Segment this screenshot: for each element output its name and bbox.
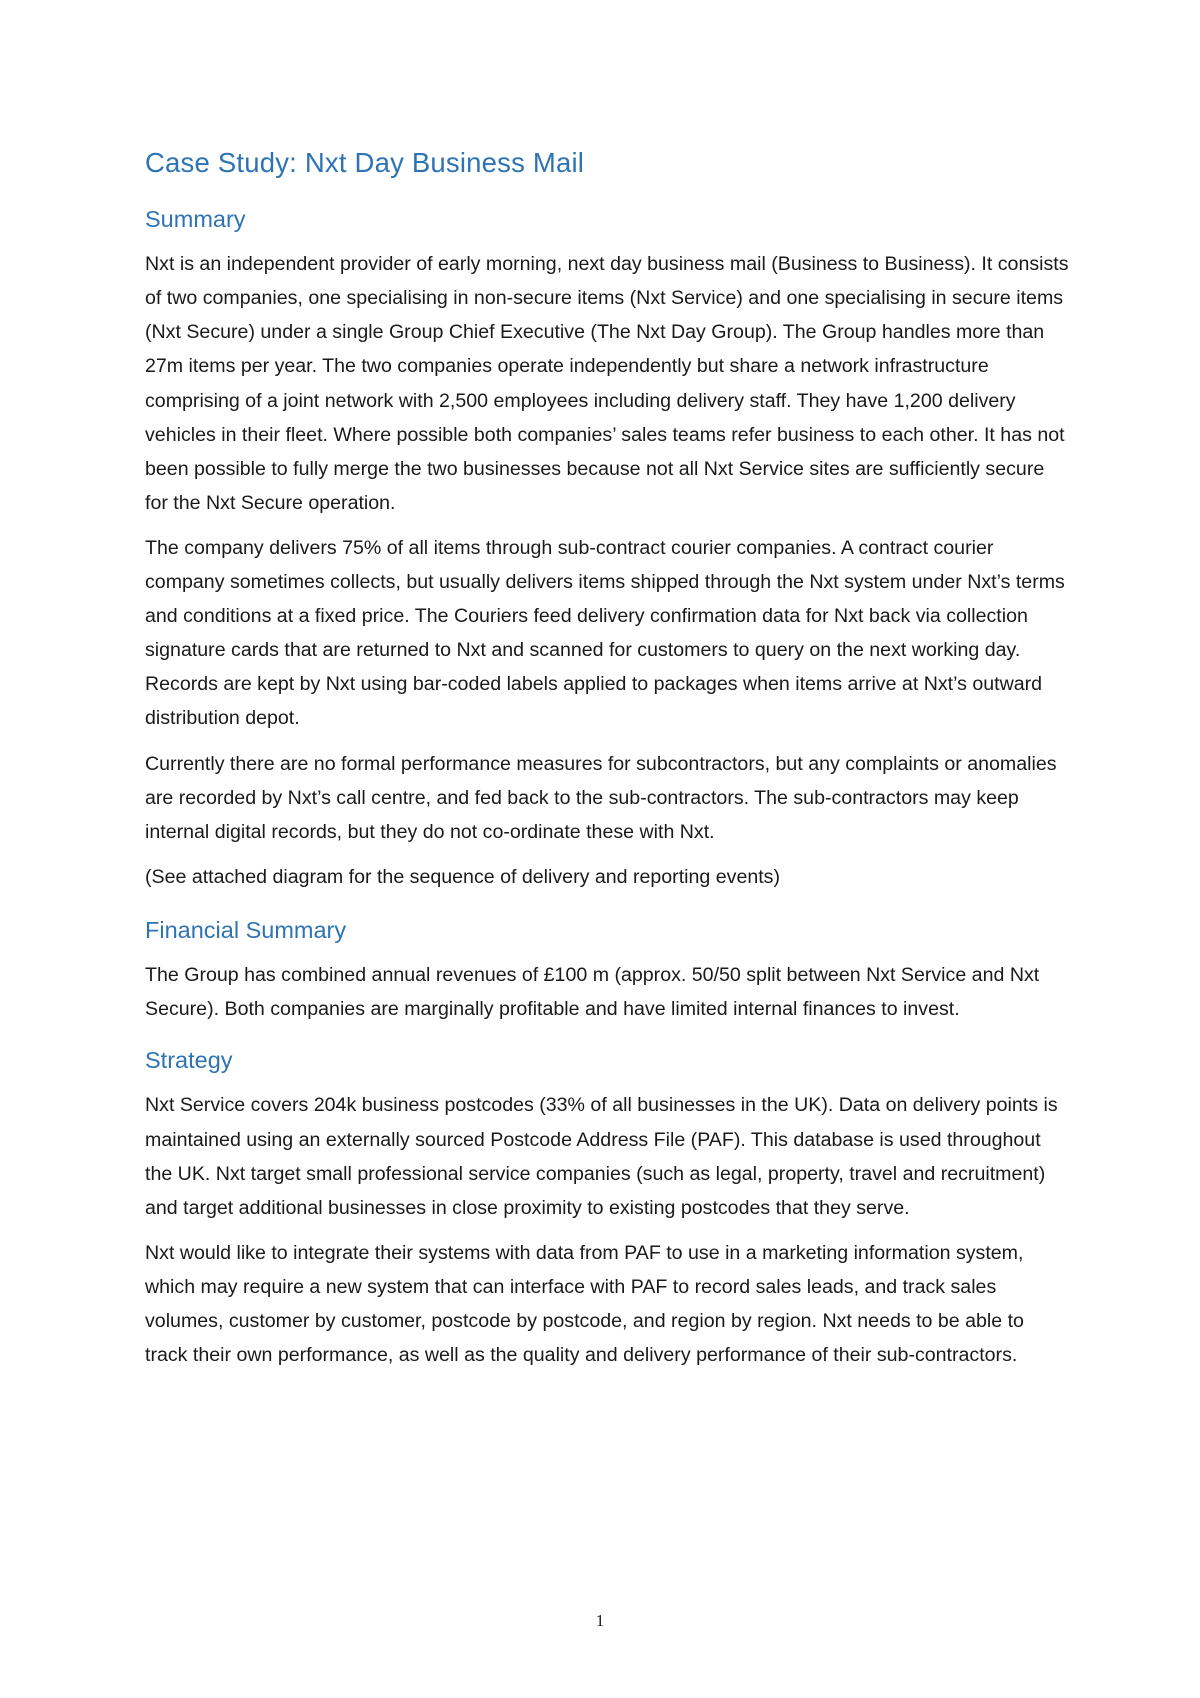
document-body (145, 146, 1070, 1392)
summary-section (145, 205, 1070, 894)
financial-summary-paragraph-1: The Group has combined annual revenues of £100 m (approx. 50/50 split between Nxt Service and Nxt Secure). Both companies are marginally profitable and have limited internal finances to invest. (145, 964, 1040, 1021)
financial-summary-section (145, 916, 1070, 1026)
strategy-paragraph-1: Nxt Service covers 204k business postcodes (33% of all businesses in the UK). Data on delivery points is maintained using an externally sourced Postcode Address File (PAF). This database is used throughout the UK. Nxt target small professional service companies (such as legal, property, travel and recruitment) and target additional businesses in close proximity to existing postcodes that they serve. (145, 1094, 1058, 1219)
summary-paragraph-4: (See attached diagram for the sequence of delivery and reporting events) (145, 865, 780, 888)
strategy-paragraph-2: Nxt would like to integrate their systems with data from PAF to use in a marketing information system, which may require a new system that can interface with PAF to record sales leads, and track sales volumes, customer by customer, postcode by postcode, and region by region. Nxt needs to be able to track their own performance, as well as the quality and delivery performance of their sub-contractors. (145, 1241, 1024, 1367)
strategy-heading: Strategy (145, 1047, 233, 1074)
summary-paragraph-2: The company delivers 75% of all items through sub-contract courier companies. A contract courier company sometimes collects, but usually delivers items shipped through the Nxt system under Nxt’s terms and conditions at a fixed price. The Couriers feed delivery confirmation data for Nxt back via collection signature cards that are returned to Nxt and scanned for customers to query on the next working day. Records are kept by Nxt using bar-coded labels applied to packages when items arrive at Nxt’s outward distribution depot. (145, 536, 1065, 730)
page-number: 1 (595, 1611, 605, 1630)
summary-heading: Summary (145, 206, 246, 232)
financial-summary-heading: Financial Summary (145, 916, 347, 943)
strategy-section (145, 1046, 1070, 1372)
summary-paragraph-1: Nxt is an independent provider of early morning, next day business mail (Business to Business). It consists of two companies, one specialising in non-secure items (Nxt Service) and one specialising in secure items (Nxt Secure) under a single Group Chief Executive (The Nxt Day Group). The Group handles more than 27m items per year. The two companies operate independently but share a network infrastructure comprising of a joint network with 2,500 employees including delivery staff. They have 1,200 delivery vehicles in their fleet. Where possible both companies’ sales teams refer business to each other. It has not been possible to fully merge the two businesses because not all Nxt Service sites are sufficiently secure for the Nxt Secure operation. (145, 253, 1069, 514)
document-title: Case Study: Nxt Day Business Mail (145, 147, 585, 178)
summary-paragraph-3: Currently there are no formal performance measures for subcontractors, but any complaints or anomalies are recorded by Nxt’s call centre, and fed back to the sub-contractors. The sub-contractors may keep internal digital records, but they do not co-ordinate these with Nxt. (145, 752, 1057, 843)
